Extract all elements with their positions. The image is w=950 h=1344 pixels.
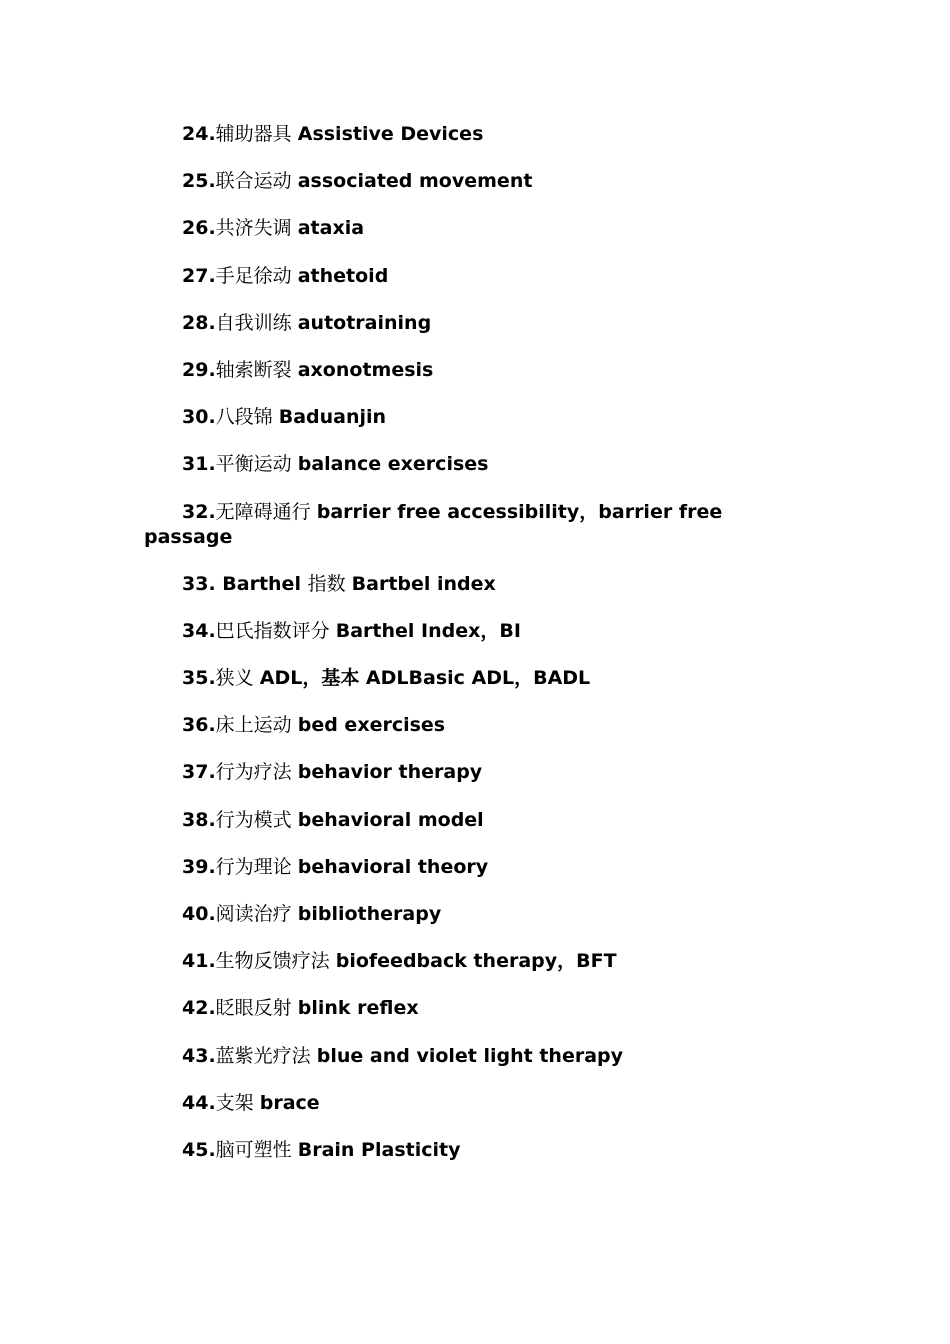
term-chinese: 床上运动 [215,714,292,737]
term-number: 28. [182,311,216,334]
term-chinese: 共济失调 [215,217,292,240]
term-number: 27. [182,264,216,287]
term-english: Brain Plasticity [297,1138,461,1161]
term-chinese: 八段锦 [215,406,273,429]
term-english: axonotmesis [297,358,434,381]
term-entry [144,949,754,974]
term-chinese: 辅助器具 [215,123,292,145]
term-english: behavioral model [297,808,484,831]
term-entry [144,1044,754,1069]
term-number: 40. [182,903,216,925]
term-number: 29. [182,358,216,381]
term-english: Barthel Index，BI [335,619,521,642]
term-chinese: 行为疗法 [215,761,292,784]
term-entry [144,405,754,430]
term-entry [144,1091,754,1116]
term-english: Bartbel index [351,572,496,595]
term-number: 31. [182,453,216,476]
term-english: autotraining [297,311,432,334]
term-number: 34. [182,619,216,642]
term-english: blink reflex [297,997,419,1020]
term-entry [144,1138,754,1163]
term-number: 44. [182,1091,216,1114]
term-entry [144,666,754,691]
term-english: bed exercises [297,714,446,737]
term-number: 36. [182,714,216,737]
term-entry [144,169,754,194]
term-english: barrier free accessibility，barrier free passage [144,500,723,548]
term-english: brace [259,1091,320,1114]
term-english: ataxia [297,217,365,240]
term-entry [144,311,754,336]
term-entry [144,216,754,241]
term-english: Assistive Devices [297,123,484,145]
term-entry [144,572,754,597]
term-number: 35. [182,667,216,690]
term-entry [144,358,754,383]
term-english: bibliotherapy [297,903,442,925]
term-chinese: 手足徐动 [215,264,292,287]
term-chinese: 支架 [215,1091,254,1114]
term-english: associated movement [297,170,533,193]
term-entry [144,996,754,1021]
term-number: 33. Barthel [182,572,308,595]
term-chinese: 指数 [307,572,346,595]
term-english: ADL，基本 ADLBasic ADL，BADL [259,667,591,690]
term-number: 25. [182,170,216,193]
term-number: 38. [182,808,216,831]
term-chinese: 行为模式 [215,808,292,831]
term-number: 30. [182,406,216,429]
term-entry [144,500,754,550]
term-chinese: 无障碍通行 [215,500,311,523]
term-number: 32. [182,500,216,523]
term-number: 37. [182,761,216,784]
term-number: 41. [182,950,216,973]
term-chinese: 生物反馈疗法 [215,950,330,973]
term-number: 42. [182,997,216,1020]
term-chinese: 自我训练 [215,311,292,334]
term-chinese: 联合运动 [215,170,292,193]
term-list [144,122,754,1185]
term-english: blue and violet light therapy [316,1044,624,1067]
term-english: balance exercises [297,453,489,476]
term-chinese: 平衡运动 [215,453,292,476]
term-chinese: 巴氏指数评分 [215,619,330,642]
term-chinese: 眨眼反射 [215,997,292,1020]
term-english: Baduanjin [278,406,387,429]
term-number: 26. [182,217,216,240]
term-entry [144,264,754,289]
term-entry [144,808,754,833]
term-entry [144,713,754,738]
term-entry [144,122,754,147]
term-english: athetoid [297,264,389,287]
term-entry [144,760,754,785]
term-number: 43. [182,1044,216,1067]
term-chinese: 轴索断裂 [215,358,292,381]
term-english: behavioral theory [297,855,489,878]
term-chinese: 狭义 [215,667,254,690]
term-english: behavior therapy [297,761,483,784]
term-entry [144,855,754,880]
term-chinese: 行为理论 [215,855,292,878]
term-number: 45. [182,1138,216,1161]
term-chinese: 脑可塑性 [215,1138,292,1161]
term-chinese: 阅读治疗 [215,903,292,925]
term-entry [144,619,754,644]
term-number: 39. [182,855,216,878]
term-entry [144,452,754,477]
term-english: biofeedback therapy，BFT [335,950,617,973]
term-entry [144,902,754,927]
term-chinese: 蓝紫光疗法 [215,1044,311,1067]
term-number: 24. [182,123,216,145]
